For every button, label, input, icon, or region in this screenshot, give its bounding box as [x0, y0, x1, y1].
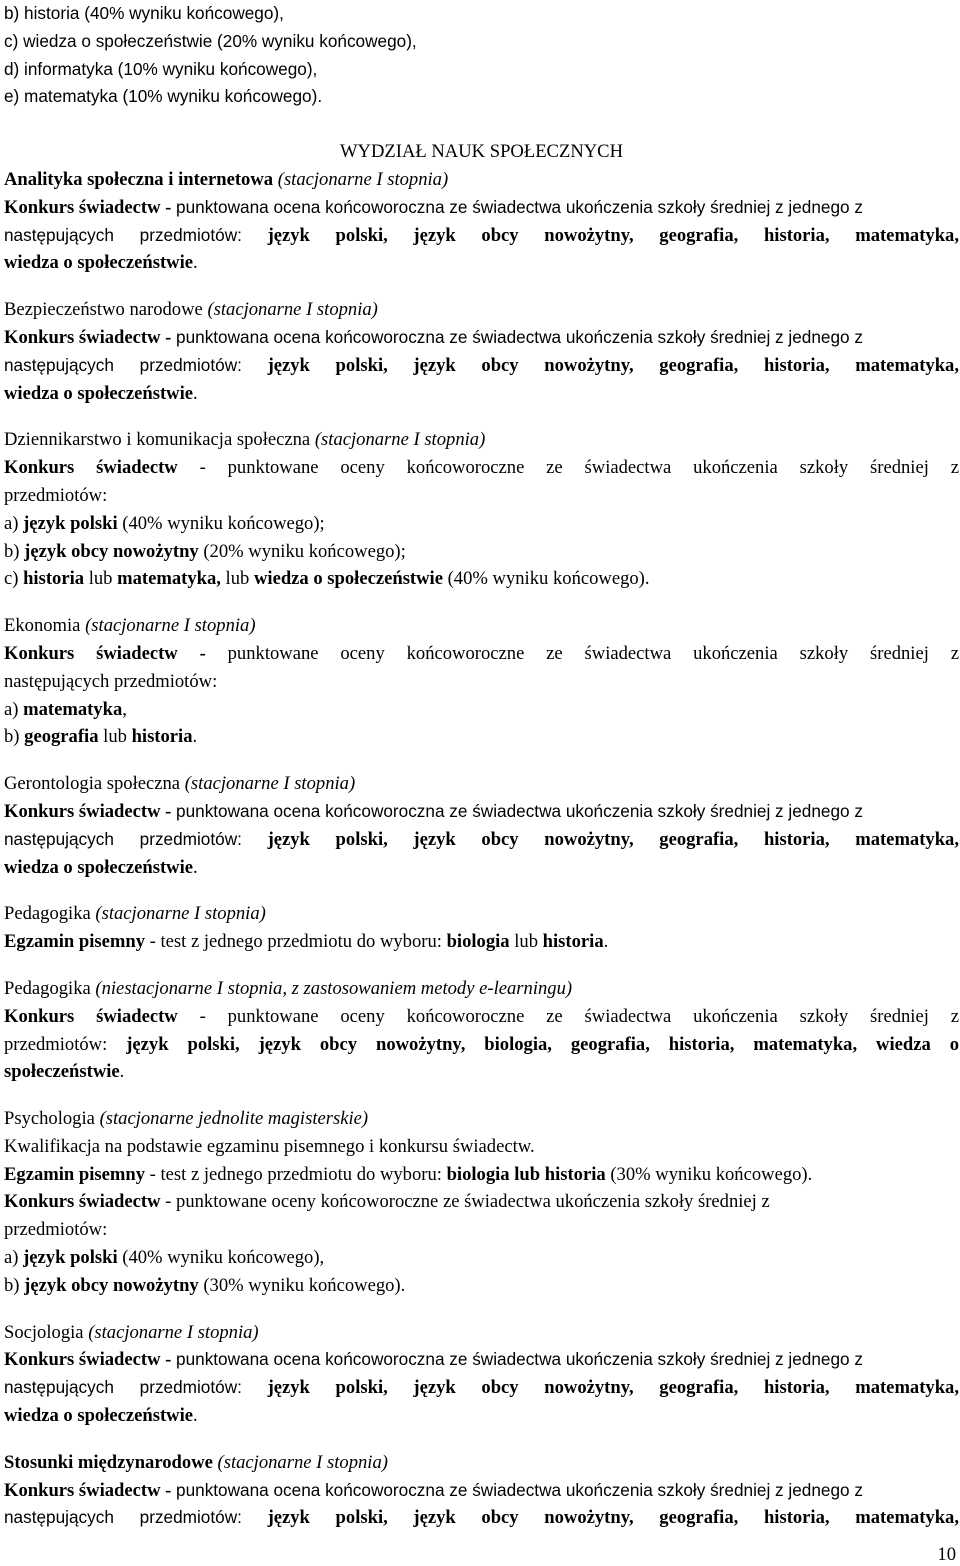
program-name: Psychologia	[4, 1108, 95, 1130]
dash: -	[160, 196, 177, 218]
dash: -	[177, 457, 228, 479]
connector: lub	[220, 568, 254, 590]
weight: (40% wyniku końcowego).	[442, 568, 650, 590]
program-pedagogika-stacjonarne	[4, 900, 959, 956]
subject: historia	[542, 931, 604, 953]
program-mode: (stacjonarne I stopnia)	[88, 1321, 259, 1343]
program-mode: (stacjonarne I stopnia)	[184, 773, 356, 795]
ocena-text: punktowane oceny końcoworoczne ze świadectwa ukończenia szkoły średniej z	[227, 457, 959, 479]
list-item: e) matematyka (10% wyniku końcowego).	[4, 86, 323, 107]
egzamin-label: Egzamin pisemny	[4, 931, 146, 953]
item-marker: a)	[4, 1247, 24, 1269]
konkurs-label: Konkurs świadectw	[4, 800, 161, 822]
wiedza-text: wiedza o społeczeństwie	[4, 382, 193, 404]
ocena-text: punktowana ocena końcoworoczna ze świadectwa ukończenia szkoły średniej z jednego z	[176, 326, 863, 347]
item-marker: c)	[4, 568, 24, 590]
program-gerontologia	[4, 770, 959, 881]
program-mode: (stacjonarne I stopnia)	[314, 429, 486, 451]
period: .	[193, 252, 198, 274]
nastepujacych-text: następujących przedmiotów:	[4, 354, 242, 375]
konkurs-label: Konkurs świadectw	[4, 1349, 161, 1371]
wiedza-text: wiedza o społeczeństwie	[4, 856, 193, 878]
nastepujacych-text: następujących przedmiotów:	[4, 670, 218, 692]
punct: .	[192, 726, 198, 748]
weight: (40% wyniku końcowego);	[117, 512, 325, 534]
subjects-text: język polski, język obcy nowożytny, geografia, historia, matematyka,	[267, 224, 959, 246]
program-mode: (stacjonarne I stopnia)	[217, 1451, 388, 1473]
subject: historia	[131, 726, 193, 748]
subject: matematyka,	[117, 568, 221, 590]
konkurs-label: Konkurs świadectw	[4, 326, 161, 348]
connector: lub	[84, 568, 118, 590]
program-mode: (stacjonarne I stopnia)	[85, 615, 256, 637]
subjects-text: język polski, język obcy nowożytny, geografia, historia, matematyka,	[267, 828, 959, 850]
ocena-text: punktowana ocena końcoworoczna ze świadectwa ukończenia szkoły średniej z jednego z	[176, 800, 863, 821]
program-stosunki	[4, 1449, 959, 1532]
subject: matematyka	[23, 698, 123, 720]
ocena-text: punktowane oceny końcoworoczne ze świadectwa ukończenia szkoły średniej z	[227, 642, 959, 664]
item-marker: b)	[4, 726, 25, 748]
item-marker: a)	[4, 698, 24, 720]
period: .	[119, 1061, 125, 1083]
department-title: WYDZIAŁ NAUK SPOŁECZNYCH	[339, 141, 624, 163]
connector: lub	[509, 931, 543, 953]
nastepujacych-text: następujących przedmiotów:	[4, 1507, 242, 1528]
program-name: Dziennikarstwo i komunikacja społeczna	[4, 429, 311, 451]
program-dziennikarstwo	[4, 426, 959, 593]
weight: (20% wyniku końcowego);	[198, 540, 406, 562]
connector: lub	[98, 726, 132, 748]
przedmiotow-text: przedmiotów:	[4, 484, 108, 506]
program-ekonomia	[4, 612, 959, 751]
subject: biologia lub historia	[446, 1163, 606, 1185]
dash: -	[160, 1349, 177, 1371]
subjects-text: język polski, język obcy nowożytny, biologia, geografia, historia, matematyka, wiedza o	[126, 1033, 959, 1055]
nastepujacych-text: następujących przedmiotów:	[4, 224, 242, 245]
program-analityka	[4, 166, 959, 277]
dash: -	[160, 1191, 177, 1213]
konkurs-label: Konkurs świadectw	[4, 1479, 161, 1501]
test-text: - test z jednego przedmiotu do wyboru:	[145, 1163, 447, 1185]
subjects-text: język polski, język obcy nowożytny, geografia, historia, matematyka,	[267, 354, 959, 376]
kwalifikacja-text: Kwalifikacja na podstawie egzaminu pisemnego i konkursu świadectw.	[4, 1135, 535, 1157]
program-mode: (stacjonarne jednolite magisterskie)	[99, 1108, 369, 1130]
konkurs-label: Konkurs świadectw	[4, 1191, 161, 1213]
weight: (40% wyniku końcowego),	[117, 1247, 325, 1269]
list-item: c) wiedza o społeczeństwie (20% wyniku końcowego),	[4, 30, 417, 51]
subjects-end: społeczeństwie	[4, 1061, 120, 1083]
program-pedagogika-niestacjonarne	[4, 975, 959, 1086]
program-mode: (stacjonarne I stopnia)	[277, 168, 449, 190]
punct: ,	[122, 698, 127, 720]
wiedza-text: wiedza o społeczeństwie	[4, 252, 193, 274]
program-socjologia	[4, 1319, 959, 1430]
subject: język obcy nowożytny	[24, 540, 199, 562]
list-item: d) informatyka (10% wyniku końcowego),	[4, 58, 318, 79]
program-name: Gerontologia społeczna	[4, 773, 181, 795]
ocena-text: punktowane oceny końcoworoczne ze świadectwa ukończenia szkoły średniej z	[227, 1005, 959, 1027]
item-marker: a)	[4, 512, 24, 534]
egzamin-label: Egzamin pisemny	[4, 1163, 146, 1185]
subject: język polski	[23, 1247, 118, 1269]
subject: język obcy nowożytny	[24, 1274, 199, 1296]
subject: biologia	[446, 931, 510, 953]
period: .	[193, 856, 198, 878]
program-mode: (niestacjonarne I stopnia, z zastosowaniem metody e-learningu)	[95, 977, 573, 999]
przedmiotow-text: przedmiotów:	[4, 1219, 108, 1241]
dash: -	[160, 326, 177, 348]
top-list	[4, 0, 959, 111]
konkurs-label: Konkurs świadectw	[4, 457, 178, 479]
subject: język polski	[23, 512, 118, 534]
konkurs-label: Konkurs świadectw	[4, 196, 161, 218]
program-name: Bezpieczeństwo narodowe	[4, 299, 203, 321]
program-name: Stosunki międzynarodowe	[4, 1451, 213, 1473]
weight: (30% wyniku końcowego).	[605, 1163, 813, 1185]
dash: -	[160, 1479, 177, 1501]
ocena-text: punktowana ocena końcoworoczna ze świadectwa ukończenia szkoły średniej z jednego z	[176, 196, 863, 217]
subject: geografia	[24, 726, 99, 748]
program-bezpieczenstwo	[4, 296, 959, 407]
period: .	[193, 382, 198, 404]
konkurs-label: Konkurs świadectw	[4, 1005, 178, 1027]
weight: (30% wyniku końcowego).	[198, 1274, 406, 1296]
program-name: Ekonomia	[4, 615, 81, 637]
ocena-text: punktowana ocena końcoworoczna ze świadectwa ukończenia szkoły średniej z jednego z	[176, 1479, 863, 1500]
program-name: Pedagogika	[4, 903, 91, 925]
dash: -	[177, 642, 228, 664]
dash: -	[160, 800, 177, 822]
konkurs-label: Konkurs świadectw	[4, 642, 178, 664]
item-marker: b)	[4, 1274, 25, 1296]
przedmiotow-text: przedmiotów:	[4, 1033, 108, 1055]
ocena-text: punktowana ocena końcoworoczna ze świadectwa ukończenia szkoły średniej z jednego z	[176, 1349, 863, 1370]
nastepujacych-text: następujących przedmiotów:	[4, 1377, 242, 1398]
period: .	[603, 931, 609, 953]
page-number: 10	[937, 1544, 956, 1565]
program-name: Pedagogika	[4, 977, 91, 999]
program-mode: (stacjonarne I stopnia)	[95, 903, 266, 925]
test-text: - test z jednego przedmiotu do wyboru:	[145, 931, 447, 953]
list-item: b) historia (40% wyniku końcowego),	[4, 3, 284, 23]
subjects-text: język polski, język obcy nowożytny, geografia, historia, matematyka,	[267, 1507, 959, 1529]
subject: wiedza o społeczeństwie	[253, 568, 443, 590]
wiedza-text: wiedza o społeczeństwie	[4, 1405, 193, 1427]
dash: -	[177, 1005, 228, 1027]
program-name: Socjologia	[4, 1321, 84, 1343]
program-name: Analityka społeczna i internetowa	[4, 168, 274, 190]
subject: historia	[23, 568, 85, 590]
period: .	[193, 1405, 198, 1427]
program-psychologia	[4, 1105, 959, 1300]
program-mode: (stacjonarne I stopnia)	[207, 299, 378, 321]
nastepujacych-text: następujących przedmiotów:	[4, 828, 242, 849]
subjects-text: język polski, język obcy nowożytny, geografia, historia, matematyka,	[267, 1377, 959, 1399]
item-marker: b)	[4, 540, 25, 562]
document-page	[4, 0, 959, 1532]
ocena-text: punktowane oceny końcoworoczne ze świadectwa ukończenia szkoły średniej z	[176, 1191, 770, 1213]
